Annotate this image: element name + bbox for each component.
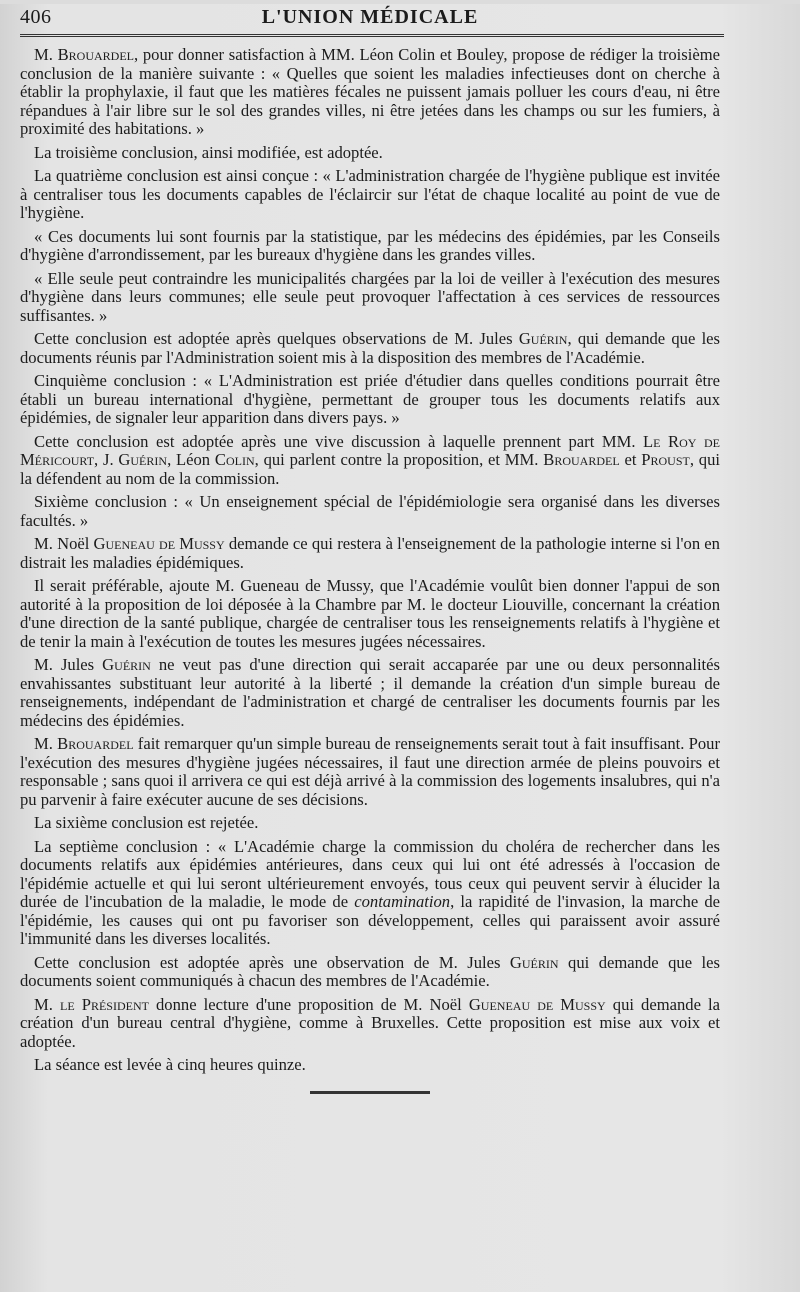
person-name: Brouardel [57,45,135,64]
paragraph [20,814,720,833]
paragraph [20,996,720,1052]
text-run: , qui la défendent au nom de la commission. [20,450,720,488]
paragraph [20,954,720,991]
person-name: Guérin [509,952,559,972]
person-name: Guérin [102,655,151,674]
text-run: qui demande que les documents soient communiqués à chacun des membres de l'Académie. [20,952,720,990]
paragraph [20,228,720,265]
page-number: 406 [20,6,52,28]
paragraph [20,167,720,223]
text-run: M. Jules [34,655,103,674]
paragraph [20,372,720,428]
text-run: donne lecture d'une proposition de M. Noël [148,994,469,1014]
header-rule [20,34,724,39]
running-header [20,4,720,34]
paragraph [20,270,720,326]
paragraph [20,838,720,949]
person-name: le Président [59,994,149,1014]
paragraph [20,493,720,530]
paragraph [20,535,720,572]
text-run: La quatrième conclusion est ainsi conçue : « L'administration chargée de l'hygiène publique est invitée à centraliser tous les documents capables de l'éclaircir sur l'état de chaque localité au point de vue de l'hygiène. [20,166,720,222]
text-run: « Ces documents lui sont fournis par la statistique, par les médecins des épidémies, par les Conseils d'hygiène d'arrondissement, par les bureaux d'hygiène dans les grandes villes. [20,226,720,264]
text-run: ne veut pas d'une direction qui serait accaparée par une ou deux personnalités envahissantes substituant leur autorité à la liberté ; il demande la création d'un simple bureau de renseignements, indépendant de l'administration et chargé de centraliser les documents fournis par les médecins des épidémies. [20,655,720,730]
paragraph [20,577,720,651]
paragraph [20,656,720,730]
person-name: Colin [214,450,255,469]
text-run: , qui demande que les documents réunis par l'Administration soient mis à la disposition des membres de l'Académie. [20,329,720,367]
text-run: , pour donner satisfaction à MM. Léon Colin et Bouley, propose de rédiger la troisième conclusion de la manière suivante : « Quelles que soient les maladies infectieuses dont on cherche à établir la prophylaxie, il faut que les matières fécales ne puissent jamais polluer les cours d'eau, ni être répandues à l'air libre sur le sol des grandes villes, ni être jetées dans les champs ou sur les fumiers, à proximité des habitations. » [20,45,720,138]
text-run: , Léon [167,450,215,469]
text-run: M. [34,994,60,1014]
paragraph [20,1056,720,1075]
paragraph [20,46,720,139]
emphasis-text: contamination [354,892,451,911]
text-run: La sixième conclusion est rejetée. [34,813,259,832]
person-name: Brouardel [543,450,620,469]
person-name: Proust [641,450,690,469]
text-run: La troisième conclusion, ainsi modifiée, est adoptée. [34,142,383,162]
text-run: qui demande la création d'un bureau central d'hygiène, comme à Bruxelles. Cette proposition est mise aux voix et adoptée. [20,994,720,1051]
text-run: Il serait préférable, ajoute M. Gueneau de Mussy, que l'Académie voulût bien donner l'appui de son autorité à la proposition de loi déposée à la Chambre par M. le docteur Liouville, concernant la création d'une direction de la santé publique, chargée de centraliser tous les renseignements relatifs à l'hygiène et de tenir la main à l'exécution de toutes les mesures jugées nécessaires. [20,576,720,651]
paragraph [20,735,720,809]
person-name: Gueneau de Mussy [468,994,606,1014]
person-name: Guérin [518,329,568,348]
text-run: Cette conclusion est adoptée après une observation de M. Jules [34,952,510,972]
text-run: , qui parlent contre la proposition, et MM. [254,450,544,469]
text-run: , J. [94,450,119,469]
paragraph [20,330,720,367]
text-run: Cette conclusion est adoptée après quelques observations de M. Jules [34,329,519,348]
text-run: M. Noël [34,534,94,553]
text-run: Cette conclusion est adoptée après une vive discussion à laquelle prennent part MM. [34,431,644,451]
text-run: M. [34,45,58,64]
text-run: Sixième conclusion : « Un enseignement spécial de l'épidémiologie sera organisé dans les diverses facultés. » [20,492,720,530]
text-run: demande ce qui restera à l'enseignement de la pathologie interne si l'on en distrait les maladies épidémiques. [20,534,720,572]
text-run: et [619,450,642,469]
paragraph [20,144,720,163]
text-run: , la rapidité de l'invasion, la marche de l'épidémie, les causes qui ont pu favoriser son développement, celles qui paraissent avoir assuré l'immunité dans les diverses localités. [20,892,720,948]
text-run: fait remarquer qu'un simple bureau de renseignements serait tout à fait insuffisant. Pour l'exécution des mesures d'hygiène jugées nécessaires, il faut une direction armée de pleins pouvoirs et responsable ; sans quoi il arrivera ce qui est déjà arrivé à la commission des logements insalubres, qui n'a pu parvenir à faire exécuter aucune de ses décisions. [20,734,720,809]
person-name: Le Roy de Méricourt [20,431,720,469]
person-name: Guérin [118,450,168,469]
person-name: Gueneau de Mussy [93,534,225,553]
person-name: Brouardel [57,734,134,753]
text-run: La séance est levée à cinq heures quinze. [34,1055,306,1074]
journal-title: L'UNION MÉDICALE [261,6,479,28]
closing-rule [310,1091,430,1094]
document-page [0,4,800,1292]
text-run: « Elle seule peut contraindre les municipalités chargées par la loi de veiller à l'exécution des mesures d'hygiène dans leurs communes; elle seule peut provoquer l'affectation à ces services de ressources suffisantes. » [20,268,720,325]
text-run: M. [34,734,58,753]
text-run: La septième conclusion : « L'Académie charge la commission du choléra de rechercher dans les documents relatifs aux épidémies antérieures, dans ceux qui lui ont été adressés à l'occasion de l'épidémie actuelle et qui lui seront ultérieurement envoyés, tous ceux qui peuvent servir à élucider la durée de l'incubation de la maladie, le mode de [20,836,720,911]
text-run: Cinquième conclusion : « L'Administration est priée d'étudier dans quelles conditions pourrait être établi un bureau international d'hygiène, permettant de grouper tous les documents relatifs aux épidémies, de signaler leur apparition dans divers pays. » [20,371,720,427]
paragraph [20,433,720,489]
article-body [20,46,720,1075]
